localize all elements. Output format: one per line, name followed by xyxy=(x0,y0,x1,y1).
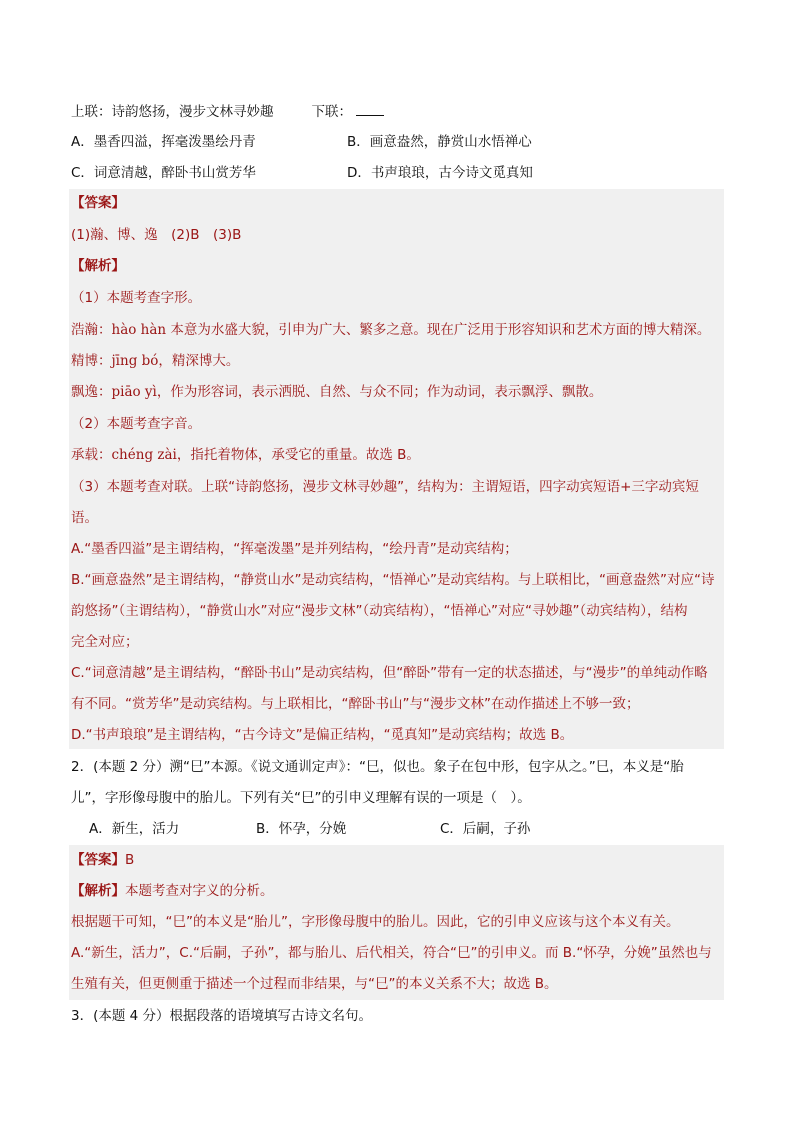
definition: ，精深博大。 xyxy=(158,353,240,369)
q1-analysis-9c: 完全对应； xyxy=(71,634,139,650)
term: 精博： xyxy=(71,353,112,369)
q1-analysis-1: （1）本题考查字形。 xyxy=(71,290,202,306)
q2-option-b: B．怀孕，分娩 xyxy=(256,821,347,837)
option-a: A．墨香四溢，挥毫泼墨绘丹青 xyxy=(71,134,256,150)
q2-option-a: A．新生，活力 xyxy=(89,821,180,837)
q2-analysis-head: 本题考查对字义的分析。 xyxy=(125,883,274,899)
q2-option-c: C．后嗣，子孙 xyxy=(440,821,531,837)
pinyin: piāo yì xyxy=(111,384,157,400)
q1-answer-label: 【答案】 xyxy=(71,195,125,211)
option-d: D．书声琅琅，古今诗文觅真知 xyxy=(347,165,533,181)
q1-analysis-label: 【解析】 xyxy=(71,258,125,274)
q1-analysis-4 xyxy=(71,382,602,402)
q2-answer-value: B xyxy=(125,852,135,868)
q2-analysis-label: 【解析】 xyxy=(71,883,125,899)
option-b: B．画意盎然，静赏山水悟禅心 xyxy=(347,134,532,150)
pinyin: jīng bó xyxy=(111,353,159,369)
definition: ，指托着物体，承受它的重量。故选 B。 xyxy=(176,447,420,463)
q2-analysis xyxy=(71,881,274,901)
q2-analysis-2a: A.“新生，活力”，C.“后嗣，子孙”，都与胎儿、后代相关，符合“巳”的引申义。而 B.“怀孕，分娩”虽然也与 xyxy=(71,945,712,961)
term: 浩瀚： xyxy=(71,322,112,338)
couplet-line xyxy=(71,101,384,122)
q1-analysis-3 xyxy=(71,351,239,371)
couplet-lower-label: 下联： xyxy=(311,104,352,120)
couplet-upper: 上联：诗韵悠扬，漫步文林寻妙趣 xyxy=(71,104,274,120)
option-c: C．词意清越，醉卧书山赏芳华 xyxy=(71,165,256,181)
q1-analysis-10a: C.“词意清越”是主谓结构，“醉卧书山”是动宾结构，但“醉卧”带有一定的状态描述，与“漫步”的单纯动作略 xyxy=(71,665,708,681)
q1-analysis-5: （2）本题考查字音。 xyxy=(71,416,202,432)
q2-answer xyxy=(71,850,134,870)
q1-analysis-11: D.“书声琅琅”是主谓结构，“古今诗文”是偏正结构，“觅真知”是动宾结构；故选 B。 xyxy=(71,727,574,743)
q2-stem-2: 儿”，字形像母腹中的胎儿。下列有关“巳”的引申义理解有误的一项是（ ）。 xyxy=(71,790,531,806)
q1-analysis-6 xyxy=(71,445,420,465)
q1-analysis-9a: B.“画意盎然”是主谓结构，“静赏山水”是动宾结构，“悟禅心”是动宾结构。与上联相比，“画意盎然”对应“诗 xyxy=(71,572,715,588)
q1-analysis-10b: 有不同。“赏芳华”是动宾结构。与上联相比，“醉卧书山”与“漫步文林”在动作描述上不够一致； xyxy=(71,696,640,712)
q2-analysis-1: 根据题干可知，“巳”的本义是“胎儿”，字形像母腹中的胎儿。因此，它的引申义应该与这个本义有关。 xyxy=(71,914,680,930)
q1-analysis-2 xyxy=(71,320,710,340)
definition: ，作为形容词，表示洒脱、自然、与众不同；作为动词，表示飘浮、飘散。 xyxy=(156,384,603,400)
term: 飘逸： xyxy=(71,384,112,400)
pinyin: hào hàn xyxy=(111,322,167,338)
q1-analysis-9b: 韵悠扬”（主谓结构），“静赏山水”对应“漫步文林”（动宾结构），“悟禅心”对应“寻妙趣”（动宾结构），结构 xyxy=(71,603,688,619)
q2-answer-label: 【答案】 xyxy=(71,852,125,868)
q2-analysis-2b: 生殖有关，但更侧重于描述一个过程而非结果，与“巳”的本义关系不大；故选 B。 xyxy=(71,976,558,992)
q1-analysis-8: A.“墨香四溢”是主谓结构，“挥毫泼墨”是并列结构，“绘丹青”是动宾结构； xyxy=(71,541,518,557)
answer-blank xyxy=(356,101,384,116)
q2-stem-1: 2．(本题 2 分）溯“巳”本源。《说文通训定声》：“巳，似也。象子在包中形，包字从之。”巳，本义是“胎 xyxy=(71,759,684,775)
term: 承载： xyxy=(71,447,112,463)
q1-answer-text: (1)瀚、博、逸 (2)B (3)B xyxy=(71,227,242,243)
q1-analysis-7a: （3）本题考查对联。上联“诗韵悠扬，漫步文林寻妙趣”，结构为：主谓短语，四字动宾短语+三字动宾短 xyxy=(71,479,699,495)
pinyin: chéng zài xyxy=(111,447,177,463)
definition: 本意为水盛大貌，引申为广大、繁多之意。现在广泛用于形容知识和艺术方面的博大精深。 xyxy=(166,322,711,338)
q1-analysis-7b: 语。 xyxy=(71,510,98,526)
q3-stem: 3．(本题 4 分）根据段落的语境填写古诗文名句。 xyxy=(71,1008,373,1024)
